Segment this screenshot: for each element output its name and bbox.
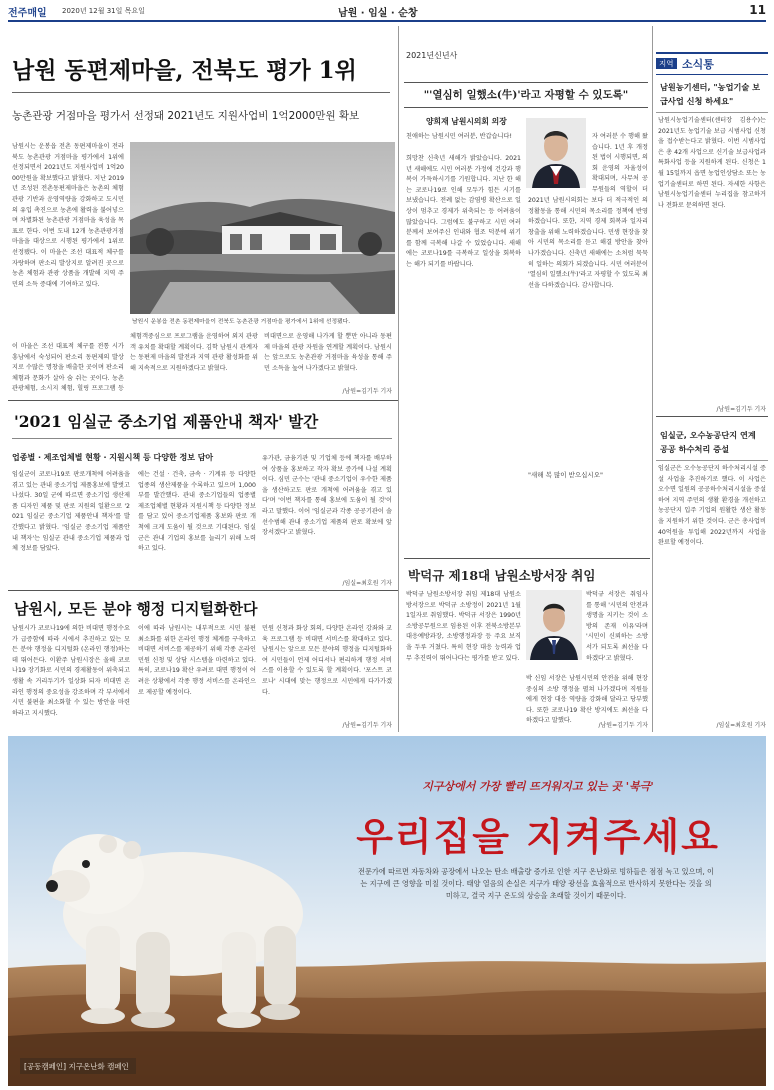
divider (404, 558, 650, 559)
divider (8, 400, 398, 401)
article1-col4: 비대면으로 운영해 나가게 할 뿐만 아니라 동편제 마을의 관광 자원을 연계할 계획이다. 남원시는 앞으로도 농촌관광 거점마을 육성을 통해 주민 소득을 높여 나가겠다고 밝혔다. (264, 333, 392, 372)
speaker-portrait (526, 118, 586, 188)
article2-col1: 임실군이 코로나19로 판로개척에 어려움을 겪고 있는 관내 중소기업 제품홍보에 발벗고 나섰다. 30일 군에 따르면 중소기업 생산제품 디자인 제품 및 판로 지원의 일환으로 '2021 임실군 중소기업 제품안내 책자'를 발간했다고 밝혔다. '임실군 중소기업 제품안내 책자'는 임실군 관내 중소기업 제품과 업체 정보를 담았다. (12, 471, 130, 553)
village-photo-caption: 남원시 운봉읍 전촌 동편제마을이 전북도 농촌관광 거점마을 평가에서 1위에 선정됐다. (132, 319, 351, 325)
newyear-intro: 친애하는 남원시민 여러분, 반갑습니다! (406, 133, 512, 140)
sidebar-item2-headline: 임실군, 오수농공단지 연계 공공 하수처리 증설 (660, 430, 756, 454)
article2-headline: '2021 임실군 중소기업 제품안내 책자' 발간 (14, 412, 319, 431)
climate-campaign-ad (8, 736, 766, 1086)
newyear-quote-box (404, 82, 648, 108)
sidebar-title: 소식통 (682, 58, 714, 71)
divider (656, 416, 768, 417)
paper-name: 전주매일 (8, 8, 47, 19)
newyear-quote: "'열심히 일했소(牛)'라고 자평할 수 있도록" (423, 89, 629, 101)
ad-footer: [공동캠페인] 지구온난화 캠페인 (24, 1062, 129, 1071)
column-rule (398, 26, 399, 732)
newyear-col2-top: 자 여러분 수 행해 왔습니다. 1년 후 개정된 법이 시행되면, 의회 운영의 자율성이 확대되며, 사무처 공무원들의 역할이 더 (592, 133, 648, 193)
article2-col3: 유가관, 금융기관 및 기업체 등에 책자를 배부하여 상품을 홍보하고 작자 확보 증가에 나설 계획이다. 심민 군수는 '관내 중소기업이 우수한 제품을 생산하고도 판로 개척에 어려움을 겪고 있다'며 '이번 책자를 통해 홍보에 도움이 될 것'이라고 말했다. 이어 '임실군과 각종 공공기관이 솔선수범해 관내 중소기업 제품의 판로 확보에 앞장서겠다'고 밝혔다. (262, 455, 392, 537)
ad-tagline: 지구상에서 가장 빨리 뜨거워지고 있는 곳 '북극' (422, 780, 654, 793)
sidebar-item2-body: 임실군은 오수농공단지 하수처리시설 증설 사업을 추진하기로 했다. 이 사업은 오수면 일원의 공공하수처리시설을 증설하여 지역 주민의 생활 환경을 개선하고 농공단지 입주 기업의 원활한 생산 활동을 지원하기 위한 것이다. 군은 총사업비 40억원을 투입해 2022년까지 사업을 완료할 예정이다. (658, 465, 766, 547)
article1-col3: 체험객중심으로 프로그램을 운영하여 외지 관광객 유치를 확대할 계획이다. 김학 남원시 관계자는 동편제 마을의 발전과 지역 관광 활성화를 위해 지속적으로 지원하겠다고 밝혔다. (130, 333, 258, 372)
fire-chief-portrait (526, 590, 582, 660)
article1-headline: 남원 동편제마을, 전북도 평가 1위 (12, 57, 357, 84)
divider (12, 92, 390, 93)
sidebar-header (656, 52, 768, 75)
column-rule (652, 26, 653, 732)
village-photo (130, 142, 395, 314)
article3-byline: /남원=김기두 기자 (342, 722, 392, 729)
newyear-col1: 희망찬 신축년 새해가 밝았습니다. 2021년 새해에도 시민 여러분 가정에 건강과 행복이 가득하시기를 기원합니다. 지난 한 해는 코로나19로 인해 모두가 힘든 시기를 보냈습니다. 전례 없는 감염병 확산으로 일상이 멈추고 경제가 위축되는 등 어려움이 많았습니다. 그럼에도 불구하고 시민 여러분께서 보여주신 인내와 협조 덕분에 위기를 함께 극복해 나갈 수 있었습니다. 새해에는 코로나19를 극복하고 일상을 회복하는 해가 되기를 바랍니다. (406, 155, 521, 268)
divider (656, 112, 768, 113)
divider (12, 438, 392, 439)
sidebar-item1-headline: 남원농기센터, "농업기술 보급사업 신청 하세요" (660, 82, 761, 106)
article4-col1: 박덕규 남원소방서장 취임 제18대 남원소방서장으로 박덕규 소방정이 2021년 1월 1일자로 취임했다. 박덕규 서장은 1990년 소방공무원으로 임용된 이후 전북소방본부 대응예방과장, 소방행정과장 등 주요 보직을 두루 거쳤다. 특히 현장 대응 능력과 업무 추진력이 뛰어나다는 평가를 받고 있다. (406, 591, 521, 662)
newyear-label: 2021년신년사 (406, 51, 458, 60)
article1-subhead: 농촌관광 거점마을 평가서 선정돼 2021년도 지원사업비 1억2000만원 확보 (12, 110, 360, 122)
village-photo-image (130, 142, 395, 314)
newyear-closing: "새해 복 많이 받으십시오" (528, 471, 603, 479)
article1-col1: 남원시는 운봉읍 전촌 동편제마을이 전라북도 농촌관광 거점마을 평가에서 1위에 선정되면서 2021년도 지원사업비 1억2000만원을 확보했다고 밝혔다. 지난 2019년 조성된 전촌동편제마을은 농촌의 체험관광 기반과 운영역량을 강화하고 도시민의 유입 촉진으로 농촌에 활력을 불어넣으며 차별화된 농촌관광 거점마을 육성을 목표로 한다. 이번 도내 12개 농촌관광거점마을을 대상으로 시행된 평가에서 1위로 선정됐다. 이 마을은 조선 대표적 체구를 자랑하며 판소리 발상지로 알려진 곳으로 농촌 체험과 관광 상품을 개발해 지역 주민의 소득 증대에 기여하고 있다. (12, 143, 124, 288)
ad-body: 전문가에 따르면 자동차와 공장에서 나오는 탄소 배출량 증가로 인한 지구 온난화로 빙하들은 점점 녹고 있으며, 이는 지구에 큰 영향을 미칠 것이다. 태양 열음의 손실은 지구가 태양 광선을 효율적으로 반사하지 못한다는 것을 의미하고, 결국 지구 온도의 상승을 초래할 것이기 때문이다. (358, 867, 714, 900)
sidebar-tag: 지역 (656, 58, 677, 69)
article2-subhead: 업종별 · 제조업체별 현황 · 지원시책 등 다양한 정보 담아 (12, 453, 214, 462)
ad-headline: 우리집을 지켜주세요 (356, 814, 720, 859)
sidebar-item1-body: 남원시농업기술센터(센터장 김용수)는 2021년도 농업기술 보급 시범사업 신청을 접수받는다고 밝혔다. 이번 시범사업은 총 42개 사업으로 신기술 보급사업과 특화사업 등을 지원하게 된다. 신청은 1월 15일까지 읍면 농업인상담소 또는 농업기술센터로 하면 된다. 자세한 사항은 남원시농업기술센터 누리집을 참고하거나 전화로 문의하면 된다. (658, 117, 766, 209)
divider (656, 460, 768, 461)
article2-col2: 에는 건설 · 건축, 금속 · 기계류 등 다양한 업종의 생산제품을 수록하고 있으며 1,000부를 발간했다. 관내 중소기업들의 업종별 제조업체별 현황과 지원시책 등 다양한 정보를 담고 있어 중소기업제품 홍보와 판로 개척에 크게 도움이 될 것으로 기대된다. 임실군은 관내 기업의 홍보를 늘리기 위해 노력하고 있다. (138, 471, 256, 553)
header-rule (8, 20, 766, 22)
article3-headline: 남원시, 모든 분야 행정 디지털화한다 (14, 600, 258, 618)
article4-col3: 박 신임 서장은 남원시민의 안전을 위해 현장 중심의 소방 행정을 펼쳐 나가겠다며 직원들에게 현장 대응 역량을 강화해 달라고 당부했다. 또한 코로나19 확산 방지에도 최선을 다하겠다고 말했다. (526, 675, 648, 724)
article3-col2: 이에 따라 남원시는 내부적으로 시민 불편 최소화를 위한 온라인 행정 체계를 구축하고 비대면 서비스를 제공하기 위해 각종 온라인 민원 신청 및 상담 시스템을 마련하고 있다. 특히, 코로나19 확산 우려로 대면 행정이 어려운 상황에서 각종 행정 서비스를 온라인으로 제공할 예정이다. (138, 625, 256, 696)
article3-col3: 민원 신청과 화상 회의, 다양한 온라인 강좌와 교육 프로그램 등 비대면 서비스를 확대하고 있다. 남원시는 앞으로 모든 분야의 행정을 디지털화하여 시민들이 언제 어디서나 편리하게 행정 서비스를 이용할 수 있도록 할 계획이다. '포스트 코로나' 시대에 맞는 행정으로 시민에게 다가가겠다. (262, 625, 392, 696)
newyear-col2: 2021년 남원시의회는 보다 더 적극적인 의정활동을 통해 시민의 목소리를 정책에 반영하겠습니다. 또한, 지역 경제 회복과 일자리 창출을 위해 노력하겠습니다. 민생 현장을 찾아 시민의 목소리를 듣고 해결 방안을 찾아 나가겠습니다. 신축년 새해에는 소처럼 묵묵히 일하는 의회가 되겠습니다. 시민 여러분이 '열심히 일했소(牛)'라고 자평할 수 있도록 최선을 다하겠습니다. 감사합니다. (528, 197, 648, 289)
masthead (8, 4, 766, 18)
issue-date: 2020년 12월 31일 목요일 (62, 7, 145, 15)
article2-byline: /임실=최호원 기자 (342, 580, 392, 587)
newyear-speaker: 양희재 남원시의회 의장 (426, 117, 507, 126)
fire-chief-portrait-image (526, 590, 582, 660)
article4-headline: 박덕규 제18대 남원소방서장 취임 (408, 568, 596, 583)
article3-col1: 남원시가 코로나19에 의한 비대면 행정수요가 급증함에 따라 시에서 추진하고 있는 모든 분야 행정을 디지털화 (온라인 행정)하는데 뛰어든다. 이환주 남원시장은 올해 코로나19 장기화로 시민의 경제활동이 위축되고 생활 속 거리두기가 일상화 되자 비대면 온라인 행정의 중요성을 강조하며 각 부서에서 시민 불편을 최소화할 수 있는 방안을 마련하라고 지시했다. (12, 625, 130, 717)
sidebar-item1-byline: /남원=김기두 기자 (716, 406, 766, 413)
article4-byline: /남원=김기두 기자 (598, 722, 648, 729)
article1-col1-cont: 이 마을은 조선 대표적 체구를 전통 시가 흥남에서 숙성되어 판소리 동편제의 발상지로 수많은 명창을 배출한 곳이며 판소리 체험과 문화가 살아 숨 쉬는 곳이다. 농촌관광체험, 소시지 체험, 힐링 프로그램 등 (12, 343, 124, 393)
speaker-portrait-image (526, 118, 586, 188)
divider (8, 590, 398, 591)
sidebar-item2-byline: /임실=최호원 기자 (716, 722, 766, 729)
article4-col2: 박덕규 서장은 취임사를 통해 '시민의 안전과 생명을 지키는 것이 소방의 존재 이유'라며 '시민이 신뢰하는 소방서가 되도록 최선을 다하겠다'고 밝혔다. (586, 591, 648, 662)
section-title: 남원 · 임실 · 순창 (338, 8, 418, 19)
page-number: 11 (749, 3, 766, 17)
article1-byline: /남원=김기두 기자 (342, 388, 392, 395)
